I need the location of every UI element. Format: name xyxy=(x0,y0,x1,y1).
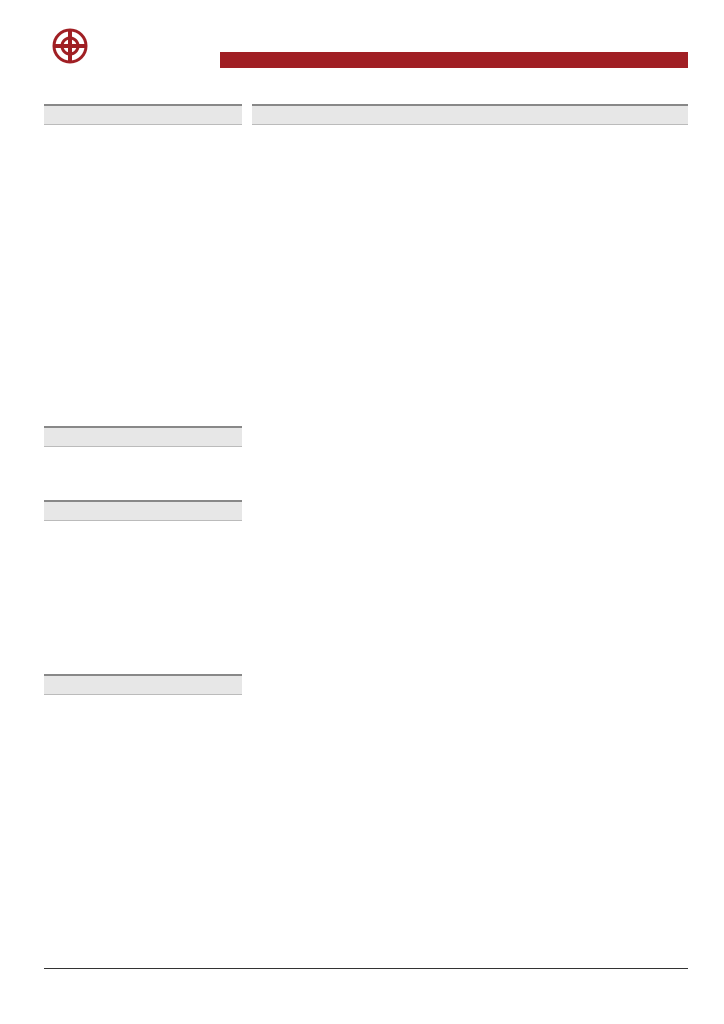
basic-info-header xyxy=(44,426,242,447)
analyst-row xyxy=(44,228,242,248)
related-box xyxy=(44,674,242,695)
analyst-list xyxy=(44,128,242,328)
analyst-row xyxy=(44,148,242,168)
analyst-row xyxy=(44,268,242,288)
analyst-row xyxy=(44,168,242,188)
analyst-row xyxy=(44,308,242,328)
trend-chart xyxy=(44,524,242,664)
invest-header xyxy=(252,104,688,125)
logo-mark-icon xyxy=(52,28,88,64)
trend-chart-svg xyxy=(44,524,242,664)
trend-box xyxy=(44,500,242,521)
sidebar xyxy=(44,104,242,328)
analyst-row xyxy=(44,288,242,308)
footer-divider xyxy=(44,968,688,969)
trend-header xyxy=(44,500,242,521)
header-bar xyxy=(220,52,688,68)
basic-info-box xyxy=(44,426,242,449)
analyst-row xyxy=(44,248,242,268)
analyst-row xyxy=(44,188,242,208)
main-content xyxy=(252,104,688,127)
related-header xyxy=(44,674,242,695)
rating-header xyxy=(44,104,242,125)
analyst-row xyxy=(44,128,242,148)
analyst-row xyxy=(44,208,242,228)
